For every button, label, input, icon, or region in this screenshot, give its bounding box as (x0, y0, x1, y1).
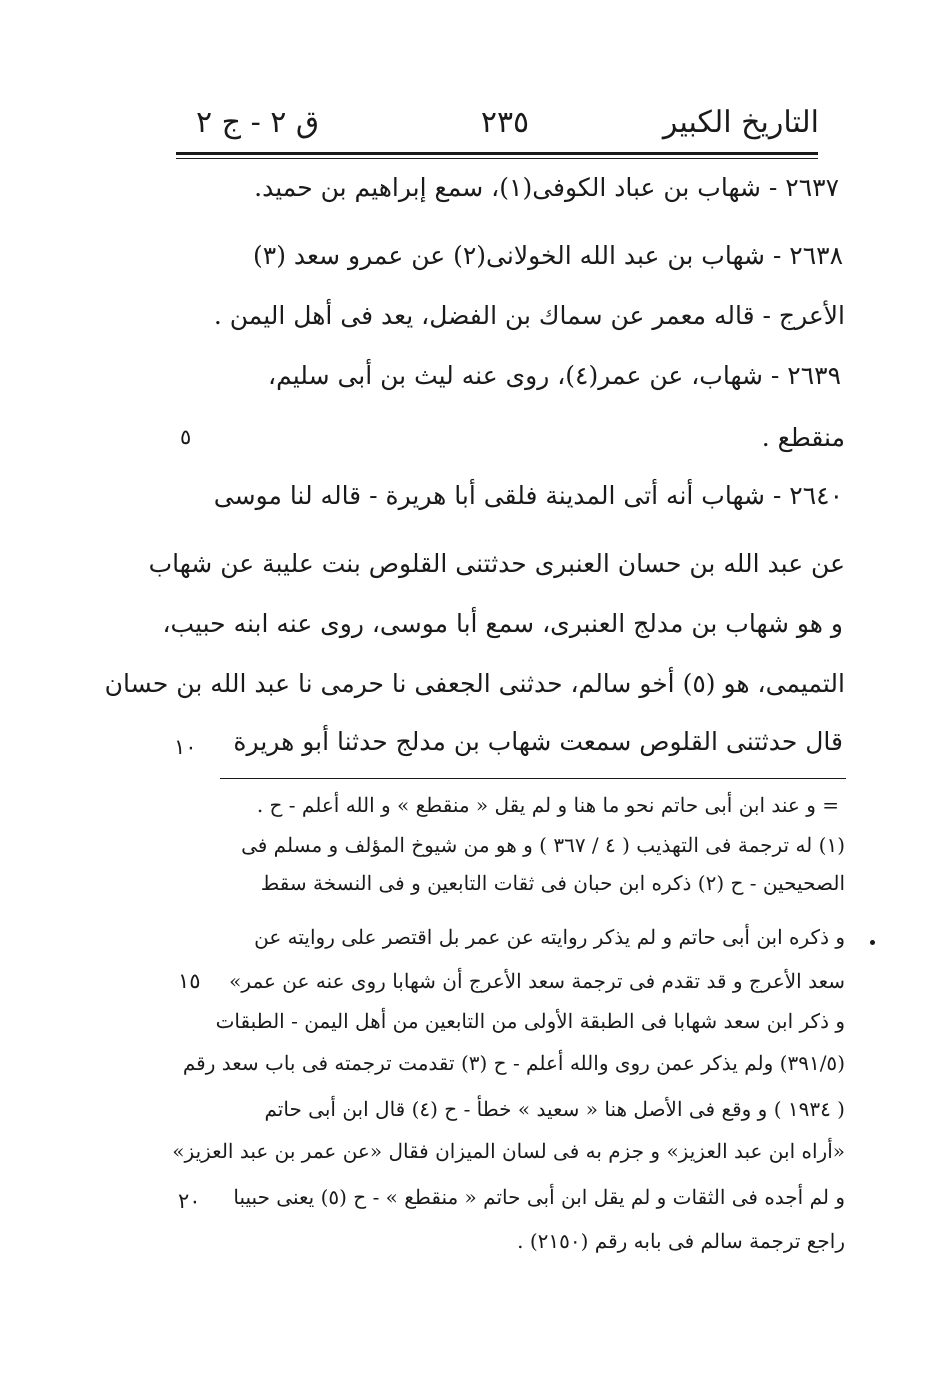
footnote-line-7: (٣٩١/٥) ولم يذكر عمن روى والله أعلم - ح (٣) تقدمت ترجمته فى باب سعد رقم (182, 1051, 845, 1075)
footnote-line-1: = و عند ابن أبى حاتم نحو ما هنا و لم يقل « منقطع » و الله أعلم - ح . (256, 793, 839, 817)
line-number-20: ٢٠ (178, 1189, 201, 1213)
entry-2640-line: ٢٦٤٠ - شهاب أنه أتى المدينة فلقى أبا هريرة - قاله لنا موسى (213, 481, 843, 510)
entry-2640-cont-line-4: قال حدثتنى القلوص سمعت شهاب بن مدلج حدثنا أبو هريرة (233, 727, 843, 756)
footnote-line-6: و ذكر ابن سعد شهابا فى الطبقة الأولى من التابعين من أهل اليمن - الطبقات (215, 1009, 845, 1033)
running-title: التاريخ الكبير (662, 105, 819, 140)
entry-2640-cont-line-2: و هو شهاب بن مدلج العنبرى، سمع أبا موسى، روى عنه ابنه حبيب، (162, 609, 843, 638)
entry-2637-line: ٢٦٣٧ - شهاب بن عباد الكوفى(١)، سمع إبراهيم بن حميد. (254, 173, 839, 202)
margin-dot-mark (870, 940, 875, 945)
footnote-line-3: الصحيحين - ح (٢) ذكره ابن حبان فى ثقات التابعين و فى النسخة سقط (260, 871, 845, 895)
footnote-line-8: ( ١٩٣٤ ) و وقع فى الأصل هنا « سعيد » خطأ - ح (٤) قال ابن أبى حاتم (264, 1097, 845, 1121)
volume-label: ق ٢ - ج ٢ (196, 105, 320, 140)
footnote-line-2: (١) له ترجمة فى التهذيب ( ٤ / ٣٦٧ ) و هو من شيوخ المؤلف و مسلم فى (241, 833, 845, 857)
footnote-line-5: سعد الأعرج و قد تقدم فى ترجمة سعد الأعرج أن شهابا روى عنه عن عمر» (229, 969, 845, 993)
footnote-separator (220, 778, 846, 779)
line-number-5: ٥ (180, 425, 192, 449)
page-number: ٢٣٥ (480, 105, 530, 140)
header-rule-thin (176, 158, 818, 159)
footnote-line-11: راجع ترجمة سالم فى بابه رقم (٢١٥٠) . (517, 1229, 845, 1253)
header-rule-thick (176, 152, 818, 155)
entry-2639-line: ٢٦٣٩ - شهاب، عن عمر(٤)، روى عنه ليث بن أبى سليم، (268, 361, 841, 390)
entry-2638-line: ٢٦٣٨ - شهاب بن عبد الله الخولانى(٢) عن عمرو سعد (٣) (253, 241, 843, 270)
entry-2640-cont-line-1: عن عبد الله بن حسان العنبرى حدثتنى القلوص بنت عليبة عن شهاب (148, 549, 845, 578)
line-number-10: ١٠ (174, 735, 197, 759)
footnote-line-4: و ذكره ابن أبى حاتم و لم يذكر روايته عن عمر بل اقتصر على روايته عن (254, 925, 845, 949)
entry-2640-cont-line-3: التميمى، هو (٥) أخو سالم، حدثنى الجعفى نا حرمى نا عبد الله بن حسان (104, 669, 845, 698)
footnote-line-10: و لم أجده فى الثقات و لم يقل ابن أبى حاتم « منقطع » - ح (٥) يعنى حبيبا (233, 1185, 845, 1209)
line-number-15: ١٥ (178, 969, 201, 993)
footnote-line-9: «أراه ابن عبد العزيز» و جزم به فى لسان الميزان فقال «عن عمر بن عبد العزيز» (172, 1139, 845, 1163)
entry-2639-cont-line: منقطع . (761, 423, 845, 452)
entry-2638-cont-line: الأعرج - قاله معمر عن سماك بن الفضل، يعد فى أهل اليمن . (213, 301, 845, 330)
